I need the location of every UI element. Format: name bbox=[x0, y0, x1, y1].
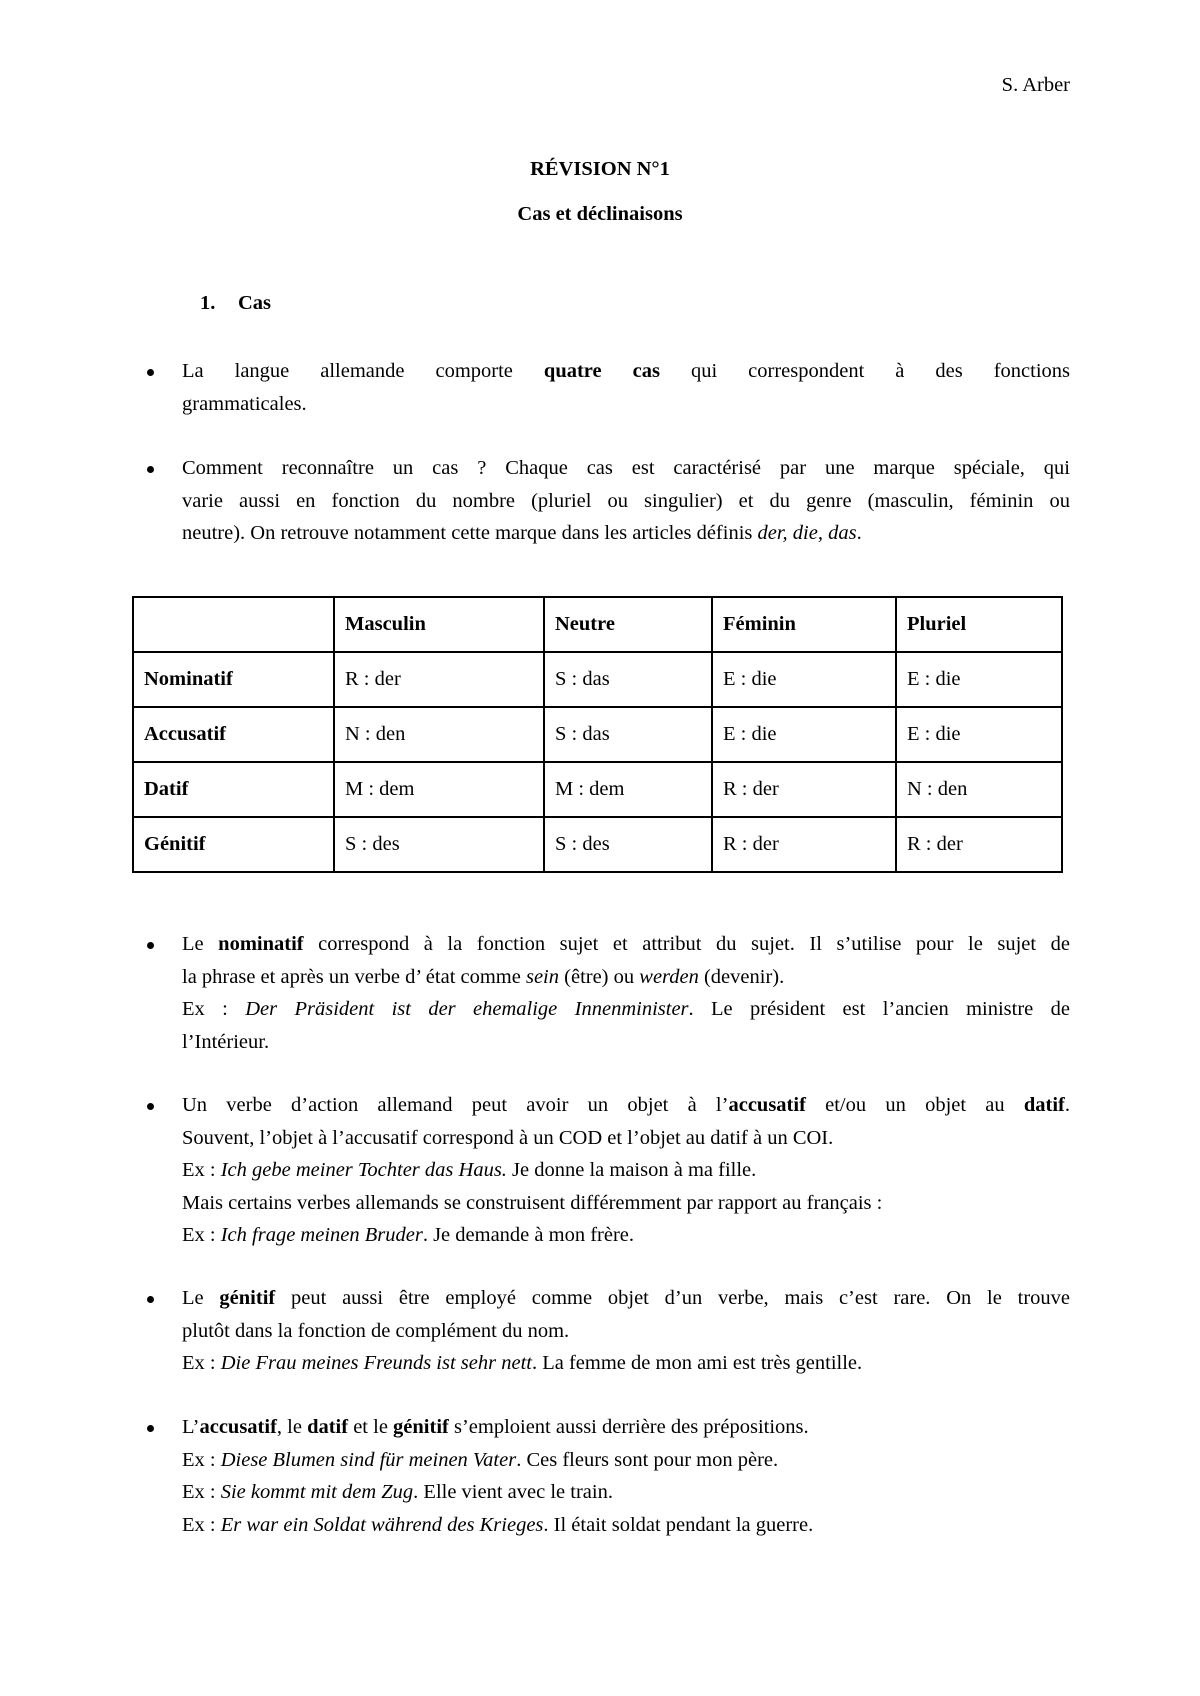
row-label: Génitif bbox=[133, 817, 334, 872]
bullet-nominatif bbox=[140, 928, 1070, 1058]
table-cell: R : der bbox=[712, 817, 896, 872]
table-row bbox=[133, 707, 1062, 762]
text-line: L’accusatif, le datif et le génitif s’emploient aussi derrière des prépositions. bbox=[182, 1416, 809, 1438]
example-line: Ex : Er war ein Soldat während des Krieges. Il était soldat pendant la guerre. bbox=[182, 1513, 814, 1536]
bullet-prepositions bbox=[140, 1411, 1070, 1541]
text-line: Le génitif peut aussi être employé comme objet d’un verbe, mais c’est rare. On le trouve bbox=[182, 1287, 1070, 1309]
table-cell: E : die bbox=[712, 652, 896, 707]
bullet-dot-icon bbox=[147, 942, 154, 949]
document-subtitle: Cas et déclinaisons bbox=[517, 203, 683, 225]
text-line: Ex : Der Präsident ist der ehemalige Innenminister. Le président est l’ancien ministre de bbox=[182, 998, 1070, 1020]
row-label: Datif bbox=[133, 762, 334, 817]
bullet-dot-icon bbox=[147, 1103, 154, 1110]
bullet-genitif bbox=[140, 1282, 1070, 1380]
table-cell: M : dem bbox=[334, 762, 544, 817]
section-number: 1. bbox=[200, 292, 216, 314]
bullet-dot-icon bbox=[147, 1296, 154, 1303]
section-title: Cas bbox=[238, 292, 272, 314]
table-cell: S : des bbox=[544, 817, 712, 872]
text-line: Souvent, l’objet à l’accusatif correspond à un COD et l’objet au datif à un COI. bbox=[182, 1126, 834, 1149]
text-line: la phrase et après un verbe d’ état comme sein (être) ou werden (devenir). bbox=[182, 965, 785, 988]
document-title: RÉVISION N°1 bbox=[530, 158, 670, 180]
table-cell: R : der bbox=[712, 762, 896, 817]
text-line: neutre). On retrouve notamment cette marque dans les articles définis der, die, das. bbox=[182, 522, 862, 544]
bullet-dot-icon bbox=[147, 466, 154, 473]
table-header-cell: Féminin bbox=[712, 597, 896, 652]
declension-table bbox=[132, 596, 1063, 873]
table-cell: R : der bbox=[896, 817, 1062, 872]
text-line: l’Intérieur. bbox=[182, 1030, 270, 1053]
text-line: Ex : Ich gebe meiner Tochter das Haus. Je donne la maison à ma fille. bbox=[182, 1159, 757, 1181]
text-line: Ex : Ich frage meinen Bruder. Je demande à mon frère. bbox=[182, 1224, 634, 1246]
table-cell: N : den bbox=[896, 762, 1062, 817]
table-header-cell: Masculin bbox=[334, 597, 544, 652]
table-header-cell: Neutre bbox=[544, 597, 712, 652]
text-line: grammaticales. bbox=[182, 392, 307, 415]
table-cell: N : den bbox=[334, 707, 544, 762]
table-cell: E : die bbox=[712, 707, 896, 762]
text-line: Un verbe d’action allemand peut avoir un objet à l’accusatif et/ou un objet au datif. bbox=[182, 1094, 1070, 1116]
row-label: Nominatif bbox=[133, 652, 334, 707]
bullet-four-cases bbox=[140, 355, 1070, 420]
table-row bbox=[133, 817, 1062, 872]
text-line: plutôt dans la fonction de complément du nom. bbox=[182, 1319, 570, 1342]
bullet-recognize-case bbox=[140, 452, 1070, 550]
author-name: S. Arber bbox=[1001, 74, 1070, 96]
table-row bbox=[133, 652, 1062, 707]
bullet-dot-icon bbox=[147, 1425, 154, 1432]
example-line: Ex : Sie kommt mit dem Zug. Elle vient avec le train. bbox=[182, 1481, 613, 1503]
table-cell: S : des bbox=[334, 817, 544, 872]
text-line: Ex : Die Frau meines Freunds ist sehr nett. La femme de mon ami est très gentille. bbox=[182, 1352, 863, 1374]
text-line: La langue allemande comporte quatre cas qui correspondent à des fonctions bbox=[182, 360, 1071, 382]
example-line: Ex : Diese Blumen sind für meinen Vater. Ces fleurs sont pour mon père. bbox=[182, 1448, 779, 1471]
table-cell: M : dem bbox=[544, 762, 712, 817]
table-cell: S : das bbox=[544, 652, 712, 707]
table-header-row bbox=[133, 597, 1062, 652]
table-cell: S : das bbox=[544, 707, 712, 762]
bullet-accusatif-datif bbox=[140, 1089, 1070, 1252]
row-label: Accusatif bbox=[133, 707, 334, 762]
table-cell: R : der bbox=[334, 652, 544, 707]
table-header-cell bbox=[133, 597, 334, 652]
bullet-dot-icon bbox=[147, 369, 154, 376]
text-line: Mais certains verbes allemands se construisent différemment par rapport au français : bbox=[182, 1191, 883, 1214]
table-cell: E : die bbox=[896, 652, 1062, 707]
text-line: Comment reconnaître un cas ? Chaque cas est caractérisé par une marque spéciale, qui bbox=[182, 457, 1070, 479]
table-row bbox=[133, 762, 1062, 817]
table-cell: E : die bbox=[896, 707, 1062, 762]
section-heading bbox=[200, 292, 271, 315]
text-line: Le nominatif correspond à la fonction sujet et attribut du sujet. Il s’utilise pour le sujet de bbox=[182, 933, 1070, 955]
text-line: varie aussi en fonction du nombre (pluriel ou singulier) et du genre (masculin, féminin ou bbox=[182, 489, 1070, 512]
table-header-cell: Pluriel bbox=[896, 597, 1062, 652]
